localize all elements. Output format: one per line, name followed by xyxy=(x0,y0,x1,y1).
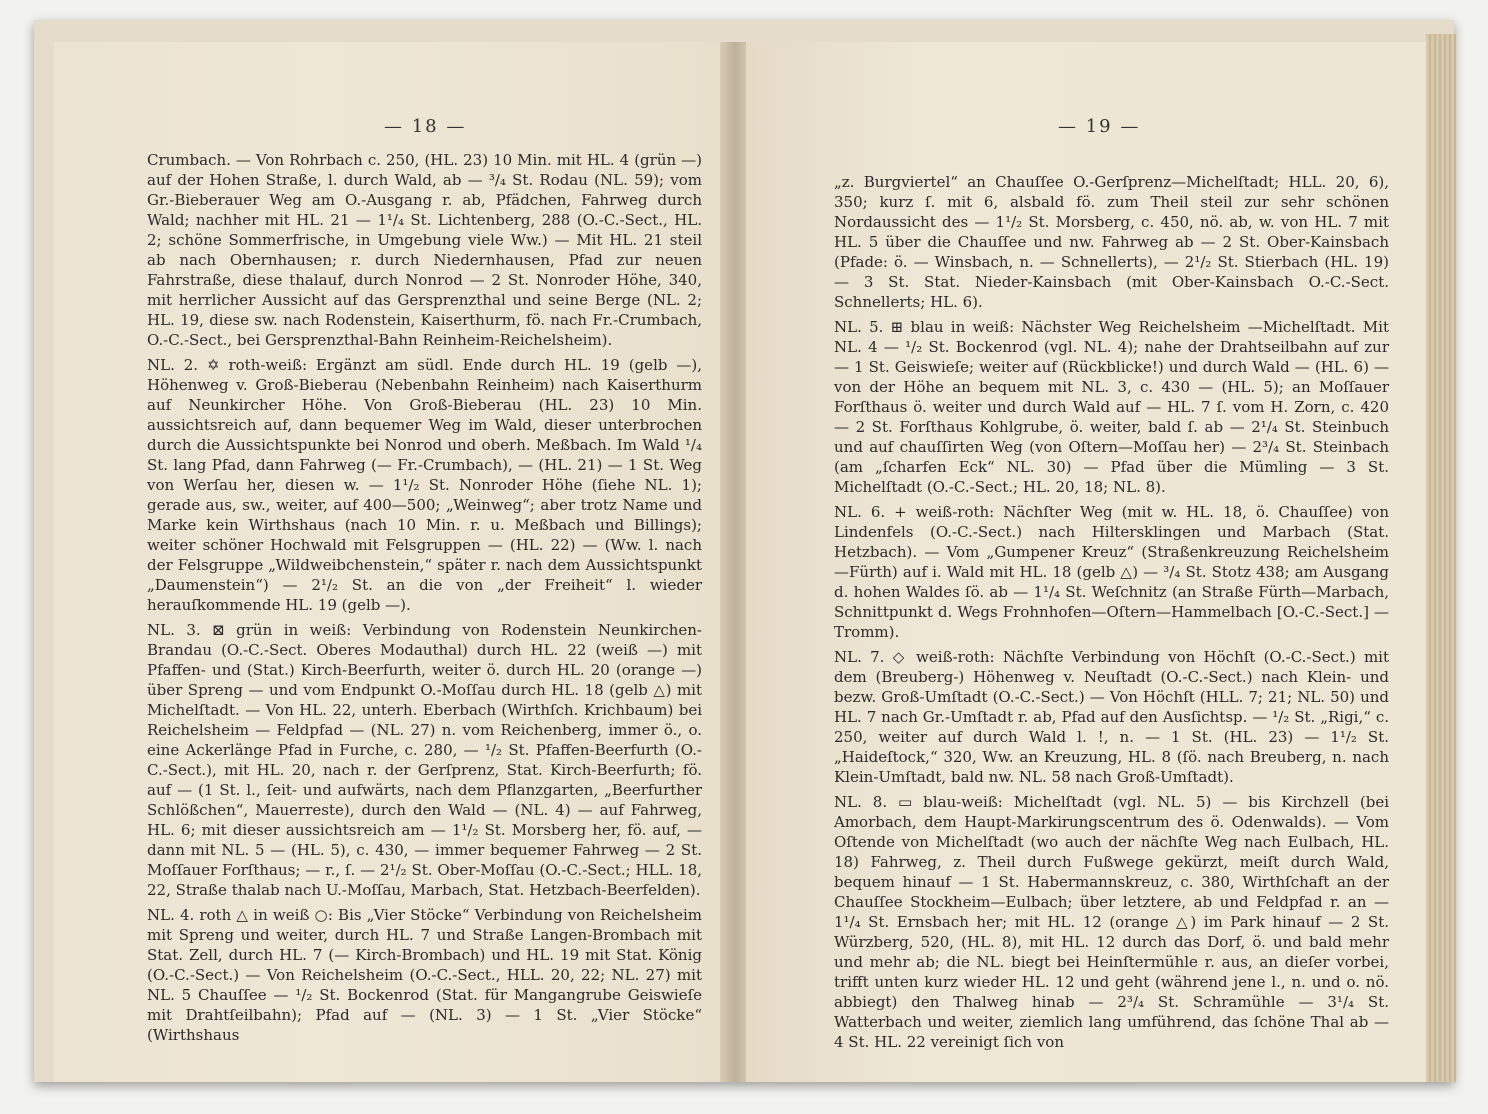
paragraph: NL. 7. ◇ weiß-roth: Nächſte Verbindung von Höchſt (O.-C.-Sect.) mit dem (Breuberg-) Höhenweg v. Neuſtadt (O.-C.-Sect.) nach Klein- und bezw. Groß-Umſtadt (O.-C.-Sect.) — Von Höchſt (HLL. 7; 21; NL. 50) und HL. 7 nach Gr.-Umſtadt r. ab, Pfad auf den Ausſichtsp. — ¹/₂ St. „Rigi,“ c. 250, weiter auf durch Wald l. !, n. — 1 St. (HL. 23) — 1¹/₂ St. „Haideſtock,“ 320, Ww. an Kreuzung, HL. 8 (ſö. nach Breuberg, n. nach Klein-Umſtadt, bald nw. NL. 58 nach Groß-Umſtadt). xyxy=(834,648,1389,786)
page-number: — 18 — xyxy=(384,116,467,137)
page-text xyxy=(147,150,702,1050)
paragraph: Crumbach. — Von Rohrbach c. 250, (HL. 23) 10 Min. mit HL. 4 (grün —) auf der Hohen Straße, l. durch Wald, ab — ³/₄ St. Rodau (NL. 59); vom Gr.-Bieberauer Weg am O.-Ausgang r. ab, Pfädchen, Fahrweg durch Wald; nachher mit HL. 21 — 1¹/₄ St. Lichtenberg, 288 (O.-C.-Sect., HL. 2; schöne Sommerfrische, in Umgebung viele Ww.) — Mit HL. 21 steil ab nach Obernhausen; r. durch Niedernhausen, Pfad zur neuen Fahrstraße, diese thalauf, durch Nonrod — 2 St. Nonroder Höhe, 340, mit herrlicher Aussicht auf das Gersprenzthal und seine Berge (NL. 2; HL. 19, diese sw. nach Rodenstein, Kaiserthurm, fö. nach Fr.-Crumbach, O.-C.-Sect., bei Gersprenzthal-Bahn Reinheim-Reichelsheim). xyxy=(147,151,702,349)
paragraph: NL. 3. ⊠ grün in weiß: Verbindung von Rodenstein Neunkirchen-Brandau (O.-C.-Sect. Oberes Modauthal) durch HL. 22 (weiß —) mit Pfaffen- und (Stat.) Kirch-Beerfurth, weiter ö. durch HL. 20 (orange —) über Spreng — und vom Endpunkt O.-Moſſau durch HL. 18 (gelb △) mit Michelſtadt. — Von HL. 22, unterh. Eberbach (Wirthſch. Krichbaum) bei Reichelsheim — Feldpfad — (NL. 27) n. vom Reichenberg, immer ö., o. eine Ackerlänge Pfad in Furche, c. 280, — ¹/₂ St. Pfaffen-Beerfurth (O.-C.-Sect.), mit HL. 20, nach r. der Gerſprenz, Stat. Kirch-Beerfurth; fö. auf — (1 St. l., ſeit- und aufwärts, nach dem Pflanzgarten, „Beerfurther Schlößchen“, Mauerreste), durch den Wald — (NL. 4) — auf Fahrweg, HL. 6; mit dieser aussichtsreich am — 1¹/₂ St. Morsberg her, fö. auf, — dann mit NL. 5 — (HL. 5), c. 430, — immer bequemer Fahrweg — 2 St. Moſſauer Forſthaus; — r., ſ. — 2¹/₂ St. Ober-Moſſau (O.-C.-Sect.; HLL. 18, 22, Straße thalab nach U.-Moſſau, Marbach, Stat. Hetzbach-Beerfelden). xyxy=(147,621,702,899)
paragraph: NL. 4. roth △ in weiß ○: Bis „Vier Stöcke“ Verbindung von Reichelsheim mit Spreng und weiter, durch HL. 7 und Straße Langen-Brombach mit Stat. Zell, durch HL. 7 (— Kirch-Brombach) und HL. 19 mit Stat. König (O.-C.-Sect.) — Von Reichelsheim (O.-C.-Sect., HLL. 20, 22; NL. 27) mit NL. 5 Chauſſee — ¹/₂ St. Bockenrod (Stat. für Mangangrube Geiswieſe mit Drahtſeilbahn); Pfad auf — (NL. 3) — 1 St. „Vier Stöcke“ (Wirthshaus xyxy=(147,906,702,1044)
right-page xyxy=(746,42,1426,1082)
page-number: — 19 — xyxy=(1058,116,1141,137)
left-page xyxy=(54,42,726,1082)
open-book xyxy=(34,20,1454,1082)
page-text xyxy=(834,172,1389,1057)
paragraph: NL. 8. ▭ blau-weiß: Michelſtadt (vgl. NL. 5) — bis Kirchzell (bei Amorbach, dem Haupt-Markirungscentrum des ö. Odenwalds). — Vom Oſtende von Michelſtadt (wo auch der nächſte Weg nach Eulbach, HL. 18) Fahrweg, z. Theil durch Fußwege gekürzt, meiſt durch Wald, bequem hinauf — 1 St. Habermannskreuz, c. 380, Wirthſchaft an der Chauſſee Stockheim—Eulbach; über letztere, ab und Feldpfad r. an — 1¹/₄ St. Ernsbach her; mit HL. 12 (orange △) im Park hinauf — 2 St. Würzberg, 520, (HL. 8), mit HL. 12 durch das Dorf, ö. und bald mehr und mehr ab; die NL. biegt bei Heinſtermühle r. aus, an dieſer vorbei, trifft unten kurz wieder HL. 12 und geht (während jene l., n. und o. nö. abbiegt) den Thalweg hinab — 2³/₄ St. Schramühle — 3¹/₄ St. Watterbach und weiter, ziemlich lang umführend, das ſchöne Thal ab — 4 St. HL. 22 vereinigt ſich von xyxy=(834,793,1389,1051)
paragraph: NL. 5. ⊞ blau in weiß: Nächster Weg Reichelsheim —Michelſtadt. Mit NL. 4 — ¹/₂ St. Bockenrod (vgl. NL. 4); nahe der Drahtseilbahn auf zur — 1 St. Geiswieſe; weiter auf (Rückblicke!) und durch Wald — (HL. 6) — von der Höhe an bequem mit NL. 3, c. 430 — (HL. 5); an Moſſauer Forſthaus ö. weiter und durch Wald auf — HL. 7 ſ. vom H. Zorn, c. 420 — 2 St. Forſthaus Kohlgrube, ö. weiter, bald ſ. ab — 2¹/₄ St. Steinbuch und auf chauſſirten Weg (von Oſtern—Moſſau her) — 2³/₄ St. Steinbach (am „ſcharfen Eck“ NL. 30) — Pfad über die Mümling — 3 St. Michelſtadt (O.-C.-Sect.; HL. 20, 18; NL. 8). xyxy=(834,318,1389,496)
page-edges xyxy=(1426,34,1456,1082)
paragraph: „z. Burgviertel“ an Chauſſee O.-Gerſprenz—Michelſtadt; HLL. 20, 6), 350; kurz ſ. mit 6, alsbald fö. zum Theil steil zur sehr schönen Nordaussicht des — 1¹/₂ St. Morsberg, c. 450, nö. ab, w. von HL. 7 mit HL. 5 über die Chauſſee und nw. Fahrweg ab — 2 St. Ober-Kainsbach (Pfade: ö. — Winsbach, n. — Schnellerts), — 2¹/₂ St. Stierbach (HL. 19) — 3 St. Stat. Nieder-Kainsbach (mit Ober-Kainsbach O.-C.-Sect. Schnellerts; HL. 6). xyxy=(834,173,1389,311)
paragraph: NL. 6. + weiß-roth: Nächſter Weg (mit w. HL. 18, ö. Chauſſee) von Lindenfels (O.-C.-Sect.) nach Hiltersklingen und Marbach (Stat. Hetzbach). — Vom „Gumpener Kreuz“ (Straßenkreuzung Reichelsheim—Fürth) auf i. Wald mit HL. 18 (gelb △) — ³/₄ St. Stotz 438; am Ausgang d. hohen Waldes ſö. ab — 1¹/₄ St. Weſchnitz (an Straße Fürth—Marbach, Schnittpunkt d. Wegs Frohnhofen—Oſtern—Hammelbach [O.-C.-Sect.] — Tromm). xyxy=(834,503,1389,641)
paragraph: NL. 2. ✡ roth-weiß: Ergänzt am südl. Ende durch HL. 19 (gelb —), Höhenweg v. Groß-Bieberau (Nebenbahn Reinheim) nach Kaiserthurm auf Neunkircher Höhe. Von Groß-Bieberau (HL. 23) 10 Min. aussichtsreich auf, dann bequemer Weg im Wald, dieser unterbrochen durch die Aussichtspunkte bei Nonrod und oberh. Meßbach. Im Wald ¹/₄ St. lang Pfad, dann Fahrweg (— Fr.-Crumbach), — (HL. 21) — 1 St. Weg von Werſau her, diesen w. — 1¹/₂ St. Nonroder Höhe (ſiehe NL. 1); gerade aus, sw., weiter, auf 400—500; „Weinweg“; aber trotz Name und Marke kein Wirthshaus (nach 10 Min. r. u. Meßbach und Billings); weiter schöner Hochwald mit Felsgruppen — (HL. 22) — (Ww. l. nach der Felsgruppe „Wildweibchenstein,“ später r. nach dem Aussichtspunkt „Daumenstein“) — 2¹/₂ St. an die von „der Freiheit“ l. wieder herauſkommende HL. 19 (gelb —). xyxy=(147,356,702,614)
